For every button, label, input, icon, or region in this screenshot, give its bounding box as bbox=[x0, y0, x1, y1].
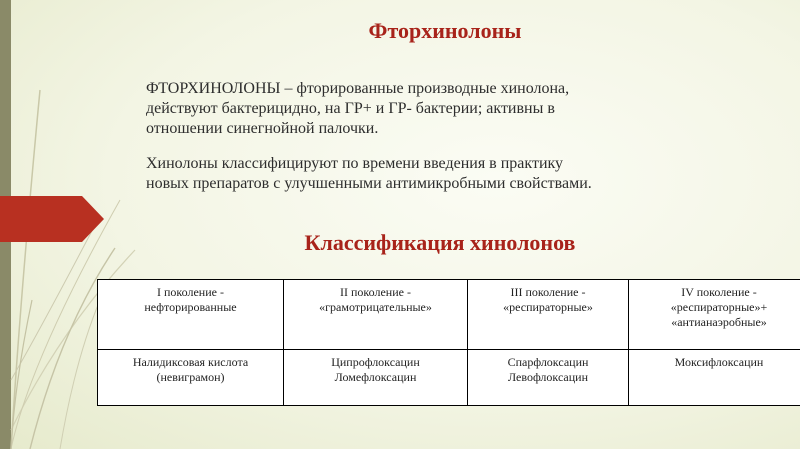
paragraph-line: отношении синегнойной палочки. bbox=[146, 120, 379, 137]
table-row-drugs bbox=[98, 350, 800, 406]
paragraph-line: Хинолоны классифицируют по времени введения в практику bbox=[146, 155, 564, 172]
drug-cell-generation-3 bbox=[468, 350, 629, 406]
cell-line: «респираторные» bbox=[503, 300, 593, 314]
classification-table bbox=[97, 279, 800, 406]
paragraph-classification bbox=[146, 154, 746, 194]
cell-line: (невиграмон) bbox=[156, 370, 225, 384]
cell-line: II поколение - bbox=[340, 285, 411, 299]
drug-cell-generation-2 bbox=[284, 350, 468, 406]
drug-cell-generation-4 bbox=[629, 350, 800, 406]
cell-line: Ломефлоксацин bbox=[334, 370, 417, 384]
paragraph-line: действуют бактерицидно, на ГР+ и ГР- бактерии; активны в bbox=[146, 100, 555, 117]
header-cell-generation-2 bbox=[284, 280, 468, 350]
table-title: Классификация хинолонов bbox=[304, 230, 576, 255]
header-cell-generation-3 bbox=[468, 280, 629, 350]
slide-title: Фторхинолоны bbox=[368, 18, 522, 43]
cell-line: «антианаэробные» bbox=[671, 315, 767, 329]
cell-line: «грамотрицательные» bbox=[319, 300, 432, 314]
cell-line: Налидиксовая кислота bbox=[132, 355, 249, 369]
header-cell-generation-1 bbox=[98, 280, 284, 350]
red-tab-decoration bbox=[0, 196, 104, 242]
table-header-row bbox=[98, 280, 800, 350]
cell-line: Левофлоксацин bbox=[507, 370, 589, 384]
cell-line: Моксифлоксацин bbox=[674, 355, 764, 369]
cell-line: III поколение - bbox=[510, 285, 586, 299]
drug-cell-generation-1 bbox=[98, 350, 284, 406]
cell-line: Ципрофлоксацин bbox=[331, 355, 420, 369]
cell-line: Спарфлоксацин bbox=[507, 355, 589, 369]
paragraph-definition bbox=[146, 79, 746, 139]
cell-line: нефторированные bbox=[144, 300, 237, 314]
header-cell-generation-4 bbox=[629, 280, 800, 350]
cell-line: I поколение - bbox=[157, 285, 224, 299]
cell-line: «респираторные»+ bbox=[670, 300, 768, 314]
cell-line: IV поколение - bbox=[681, 285, 757, 299]
paragraph-line: новых препаратов с улучшенными антимикробными свойствами. bbox=[146, 175, 592, 192]
paragraph-line: ФТОРХИНОЛОНЫ – фторированные производные хинолона, bbox=[146, 80, 570, 97]
